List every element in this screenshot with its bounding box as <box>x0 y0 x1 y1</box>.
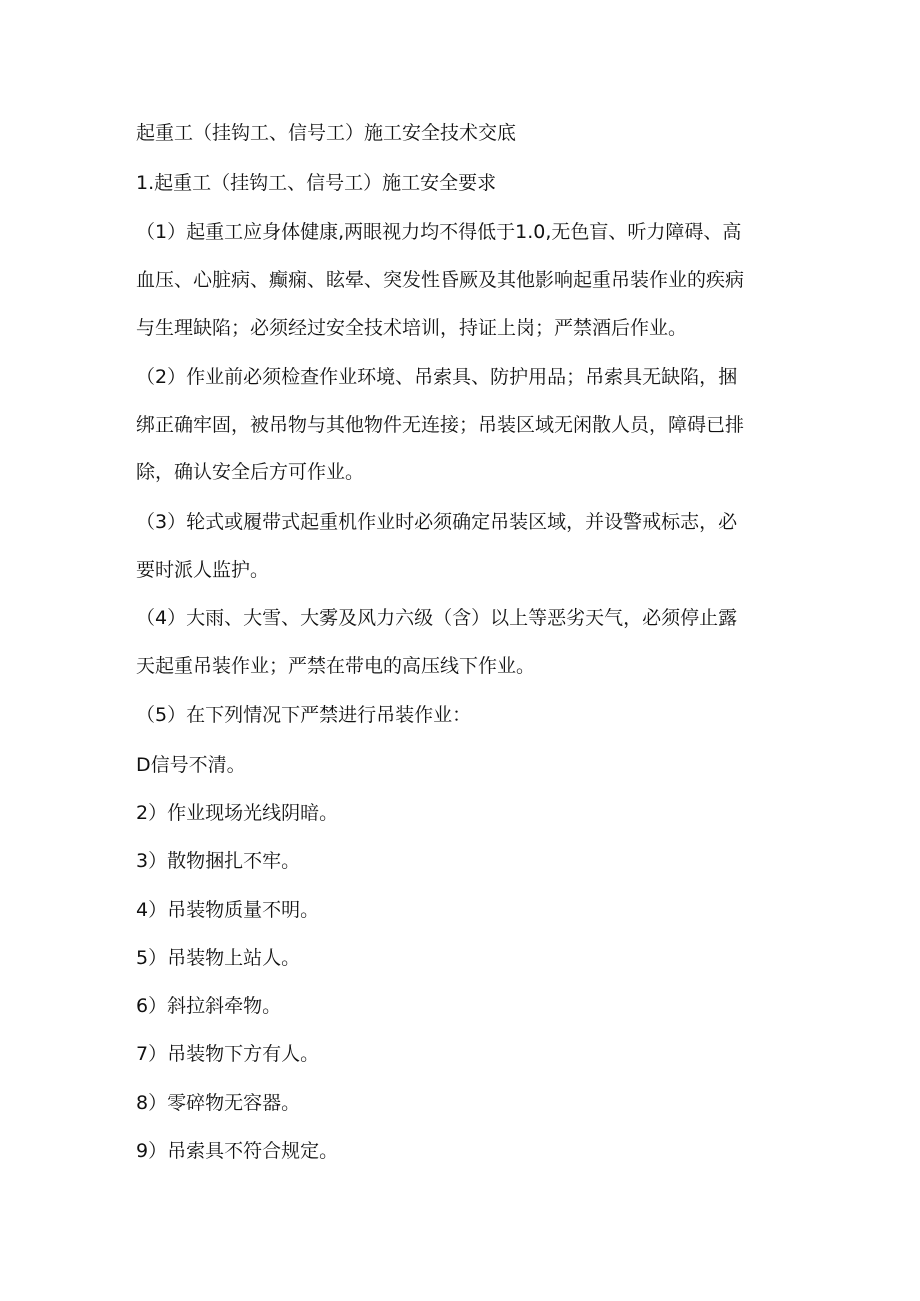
list-item: 4）吊装物质量不明。 <box>136 899 320 921</box>
paragraph-2-line-1: （2）作业前必须检查作业环境、吊索具、防护用品；吊索具无缺陷，捆 <box>136 366 738 388</box>
paragraph-1-line-3: 与生理缺陷；必须经过安全技术培训，持证上岗；严禁酒后作业。 <box>136 317 688 339</box>
list-item: 7）吊装物下方有人。 <box>136 1043 320 1065</box>
section-heading: 1.起重工（挂钩工、信号工）施工安全要求 <box>136 172 497 194</box>
paragraph-5-intro: （5）在下列情况下严禁进行吊装作业： <box>136 704 472 726</box>
document-title: 起重工（挂钩工、信号工）施工安全技术交底 <box>136 122 517 144</box>
paragraph-3-line-2: 要时派人监护。 <box>136 559 270 581</box>
list-item: 6）斜拉斜牵物。 <box>136 995 282 1017</box>
paragraph-4-line-2: 天起重吊装作业；严禁在带电的高压线下作业。 <box>136 655 536 677</box>
paragraph-3-line-1: （3）轮式或履带式起重机作业时必须确定吊装区域，并设警戒标志，必 <box>136 511 738 533</box>
paragraph-1-line-2: 血压、心脏病、癫痫、眩晕、突发性昏厥及其他影响起重吊装作业的疾病 <box>136 269 745 291</box>
paragraph-1-line-1: （1）起重工应身体健康,两眼视力均不得低于1.0,无色盲、听力障碍、高 <box>136 221 742 243</box>
paragraph-2-line-2: 绑正确牢固，被吊物与其他物件无连接；吊装区域无闲散人员，障碍已排 <box>136 414 745 436</box>
list-item: 5）吊装物上站人。 <box>136 947 301 969</box>
list-item: 8）零碎物无容器。 <box>136 1092 301 1114</box>
paragraph-4-line-1: （4）大雨、大雪、大雾及风力六级（含）以上等恶劣天气，必须停止露 <box>136 607 738 629</box>
list-item: 9）吊索具不符合规定。 <box>136 1140 339 1162</box>
paragraph-2-line-3: 除，确认安全后方可作业。 <box>136 461 365 483</box>
list-item: 2）作业现场光线阴暗。 <box>136 802 339 824</box>
list-item: 3）散物捆扎不牢。 <box>136 850 301 872</box>
list-item: D信号不清。 <box>136 754 246 776</box>
